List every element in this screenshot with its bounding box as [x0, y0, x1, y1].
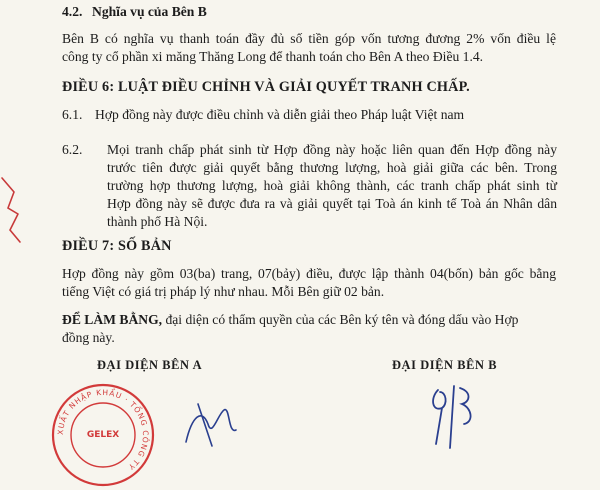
section-4-2-number: 4.2.	[62, 4, 83, 19]
closing-line-2: đồng này.	[62, 330, 115, 345]
signature-b-icon	[424, 378, 484, 450]
closing-line-1	[62, 311, 518, 329]
item-6-1-number: 6.1.	[62, 107, 83, 122]
item-6-2-line-5: thành phố Hà Nội.	[107, 214, 208, 229]
closing-line-1-rest: đại diện có thẩm quyền của các Bên ký tên và đóng dấu vào Hợp	[162, 312, 519, 327]
item-6-2-number: 6.2.	[62, 142, 83, 157]
item-6-2-line-1: Mọi tranh chấp phát sinh từ Hợp đồng này hoặc liên quan đến Hợp đồng này	[107, 142, 557, 157]
item-6-2-line-3: trường hợp thương lượng, hoà giải không thành, các tranh chấp phát sinh từ	[107, 178, 557, 193]
section-4-2-line-1: Bên B có nghĩa vụ thanh toán đầy đủ số tiền góp vốn tương đương 2% vốn điều lệ	[62, 31, 556, 46]
article-7-line-2: tiếng Việt có giá trị pháp lý như nhau. Mỗi Bên giữ 02 bản.	[62, 284, 385, 299]
article-7-heading: ĐIỀU 7: SỐ BẢN	[62, 238, 172, 254]
article-6-heading: ĐIỀU 6: LUẬT ĐIỀU CHỈNH VÀ GIẢI QUYẾT TRANH CHẤP.	[62, 79, 470, 95]
article-7-line-1: Hợp đồng này gồm 03(ba) trang, 07(bảy) điều, được lập thành 04(bốn) bản gốc bằng	[62, 266, 556, 281]
item-6-2-line-4: Hợp đồng này sẽ được đưa ra và giải quyết tại Toà án kinh tế Toà án Nhân dân	[107, 196, 557, 211]
party-b-signature-title: ĐẠI DIỆN BÊN B	[392, 358, 498, 372]
company-stamp-icon	[48, 380, 158, 490]
signature-a-icon	[178, 394, 248, 450]
stamp-ring-text: XUẤT NHẬP KHẨU · TỔNG CÔNG TY	[55, 387, 151, 472]
party-a-signature-title: ĐẠI DIỆN BÊN A	[97, 358, 203, 372]
margin-mark-icon	[0, 168, 22, 248]
section-4-2-title: Nghĩa vụ của Bên B	[92, 4, 207, 19]
item-6-2-line-2: trước tiên được giải quyết bằng thương lượng, hoà giải giữa các bên. Trong	[107, 160, 557, 175]
item-6-1-text: Hợp đồng này được điều chỉnh và diễn giải theo Pháp luật Việt nam	[95, 107, 465, 122]
stamp-center-text: GELEX	[86, 430, 120, 440]
section-4-2-line-2: công ty cổ phần xi măng Thăng Long để thanh toán cho Bên A theo Điều 1.4.	[62, 49, 484, 64]
closing-bold-lead: ĐỂ LÀM BẰNG,	[62, 312, 163, 327]
